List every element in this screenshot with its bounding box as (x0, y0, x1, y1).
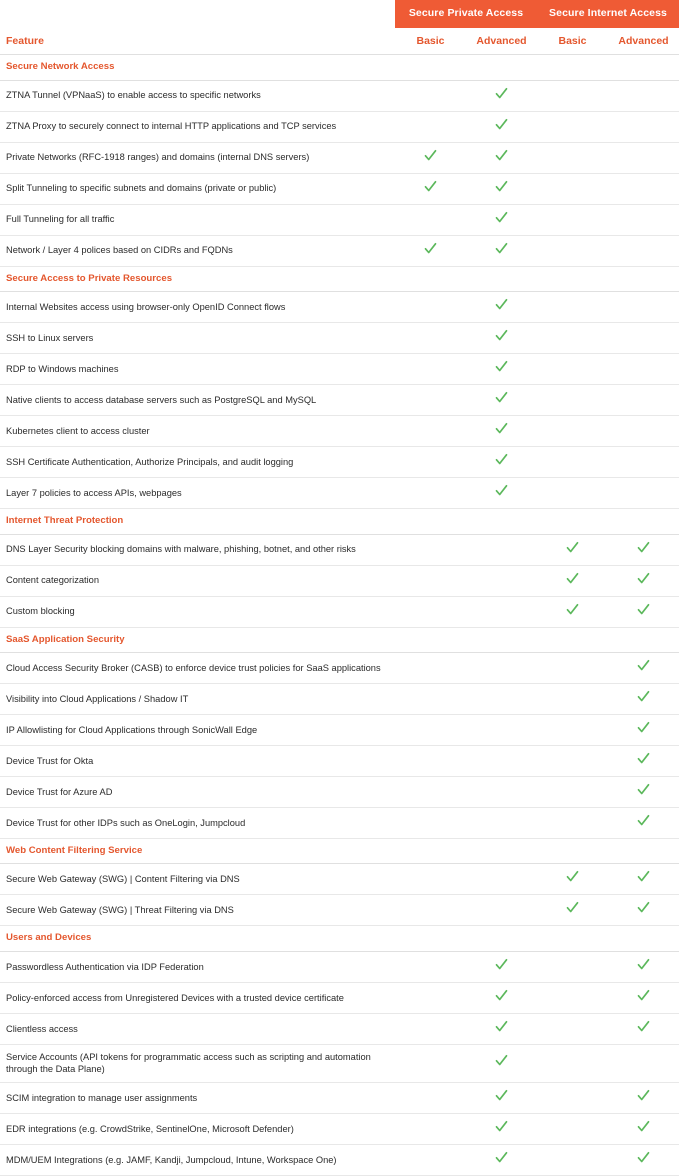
feature-empty-cell (537, 1083, 608, 1114)
table-row (0, 204, 679, 235)
feature-included-cell (537, 534, 608, 565)
feature-empty-cell (395, 653, 466, 684)
check-icon (424, 242, 437, 255)
feature-empty-cell (395, 416, 466, 447)
check-icon (495, 1054, 508, 1067)
feature-empty-cell (608, 478, 679, 509)
feature-label: Cloud Access Security Broker (CASB) to enforce device trust policies for SaaS applications (0, 653, 395, 684)
feature-empty-cell (608, 447, 679, 478)
feature-empty-cell (537, 354, 608, 385)
feature-empty-cell (395, 895, 466, 926)
feature-included-cell (466, 204, 537, 235)
feature-empty-cell (395, 982, 466, 1013)
feature-empty-cell (537, 142, 608, 173)
table-row (0, 653, 679, 684)
feature-included-cell (608, 951, 679, 982)
feature-label: Custom blocking (0, 596, 395, 627)
feature-included-cell (466, 1044, 537, 1082)
section-title: Web Content Filtering Service (0, 839, 679, 864)
feature-label: Policy-enforced access from Unregistered Devices with a trusted device certificate (0, 982, 395, 1013)
feature-empty-cell (395, 447, 466, 478)
feature-included-cell (466, 416, 537, 447)
feature-empty-cell (395, 385, 466, 416)
section-title: Internet Threat Protection (0, 509, 679, 534)
column-header-sia-advanced: Advanced (608, 28, 679, 55)
feature-label: Secure Web Gateway (SWG) | Threat Filtering via DNS (0, 895, 395, 926)
feature-included-cell (608, 596, 679, 627)
feature-empty-cell (537, 715, 608, 746)
feature-included-cell (608, 864, 679, 895)
feature-label: DNS Layer Security blocking domains with malware, phishing, botnet, and other risks (0, 534, 395, 565)
feature-included-cell (608, 1013, 679, 1044)
feature-empty-cell (608, 354, 679, 385)
check-icon (495, 118, 508, 131)
column-header-sia-basic: Basic (537, 28, 608, 55)
feature-empty-cell (537, 204, 608, 235)
feature-label: ZTNA Proxy to securely connect to internal HTTP applications and TCP services (0, 111, 395, 142)
feature-included-cell (466, 111, 537, 142)
feature-label: RDP to Windows machines (0, 354, 395, 385)
table-row (0, 777, 679, 808)
section-header-row (0, 509, 679, 534)
check-icon (495, 1020, 508, 1033)
table-row (0, 1083, 679, 1114)
feature-empty-cell (537, 385, 608, 416)
feature-empty-cell (537, 777, 608, 808)
check-icon (566, 901, 579, 914)
feature-empty-cell (395, 684, 466, 715)
feature-empty-cell (395, 478, 466, 509)
feature-empty-cell (395, 715, 466, 746)
feature-empty-cell (537, 111, 608, 142)
feature-label: Secure Web Gateway (SWG) | Content Filtering via DNS (0, 864, 395, 895)
feature-label: Clientless access (0, 1013, 395, 1044)
check-icon (637, 901, 650, 914)
table-row (0, 354, 679, 385)
check-icon (566, 572, 579, 585)
feature-empty-cell (466, 746, 537, 777)
feature-empty-cell (395, 1114, 466, 1145)
feature-included-cell (608, 1114, 679, 1145)
feature-empty-cell (395, 951, 466, 982)
feature-included-cell (466, 982, 537, 1013)
check-icon (566, 870, 579, 883)
feature-empty-cell (537, 982, 608, 1013)
feature-label: Full Tunneling for all traffic (0, 204, 395, 235)
section-header-row (0, 627, 679, 652)
feature-label: Content categorization (0, 565, 395, 596)
feature-empty-cell (537, 653, 608, 684)
feature-label: Private Networks (RFC-1918 ranges) and domains (internal DNS servers) (0, 142, 395, 173)
feature-empty-cell (537, 808, 608, 839)
check-icon (637, 541, 650, 554)
check-icon (637, 1089, 650, 1102)
feature-included-cell (608, 715, 679, 746)
check-icon (424, 180, 437, 193)
column-header-row (0, 28, 679, 55)
feature-empty-cell (466, 715, 537, 746)
column-header-spa-basic: Basic (395, 28, 466, 55)
feature-included-cell (537, 596, 608, 627)
feature-included-cell (608, 1083, 679, 1114)
check-icon (566, 541, 579, 554)
check-icon (637, 752, 650, 765)
feature-empty-cell (608, 235, 679, 266)
table-row (0, 173, 679, 204)
feature-empty-cell (395, 1083, 466, 1114)
check-icon (637, 870, 650, 883)
check-icon (495, 958, 508, 971)
feature-included-cell (608, 1145, 679, 1176)
feature-empty-cell (466, 534, 537, 565)
feature-empty-cell (608, 111, 679, 142)
feature-label: SCIM integration to manage user assignments (0, 1083, 395, 1114)
feature-included-cell (466, 142, 537, 173)
table-row (0, 111, 679, 142)
feature-empty-cell (537, 478, 608, 509)
feature-included-cell (466, 447, 537, 478)
section-header-row (0, 839, 679, 864)
feature-empty-cell (395, 1044, 466, 1082)
check-icon (495, 329, 508, 342)
table-body (0, 55, 679, 1176)
table-header (0, 0, 679, 55)
feature-included-cell (466, 478, 537, 509)
section-header-row (0, 55, 679, 80)
table-row (0, 416, 679, 447)
feature-empty-cell (395, 1013, 466, 1044)
feature-label: Service Accounts (API tokens for programmatic access such as scripting and automation through the Data Plane) (0, 1044, 395, 1082)
feature-empty-cell (395, 1145, 466, 1176)
section-title: Secure Access to Private Resources (0, 266, 679, 291)
feature-empty-cell (466, 808, 537, 839)
feature-label: Split Tunneling to specific subnets and domains (private or public) (0, 173, 395, 204)
feature-included-cell (466, 1114, 537, 1145)
check-icon (495, 484, 508, 497)
check-icon (637, 1151, 650, 1164)
feature-empty-cell (466, 895, 537, 926)
feature-label: SSH Certificate Authentication, Authorize Principals, and audit logging (0, 447, 395, 478)
check-icon (637, 1120, 650, 1133)
feature-empty-cell (466, 864, 537, 895)
feature-label: EDR integrations (e.g. CrowdStrike, SentinelOne, Microsoft Defender) (0, 1114, 395, 1145)
check-icon (495, 360, 508, 373)
table-row (0, 235, 679, 266)
feature-empty-cell (537, 746, 608, 777)
feature-empty-cell (537, 173, 608, 204)
feature-label: Layer 7 policies to access APIs, webpages (0, 478, 395, 509)
feature-label: Passwordless Authentication via IDP Federation (0, 951, 395, 982)
check-icon (637, 603, 650, 616)
column-header-spa-advanced: Advanced (466, 28, 537, 55)
feature-empty-cell (466, 653, 537, 684)
feature-included-cell (537, 864, 608, 895)
feature-empty-cell (395, 204, 466, 235)
feature-empty-cell (395, 808, 466, 839)
section-title: Users and Devices (0, 926, 679, 951)
group-header-spacer (0, 0, 395, 28)
feature-included-cell (466, 1013, 537, 1044)
check-icon (637, 1020, 650, 1033)
feature-included-cell (608, 746, 679, 777)
check-icon (637, 659, 650, 672)
check-icon (495, 1089, 508, 1102)
feature-empty-cell (395, 864, 466, 895)
check-icon (637, 958, 650, 971)
check-icon (637, 783, 650, 796)
check-icon (424, 149, 437, 162)
section-header-row (0, 266, 679, 291)
feature-empty-cell (537, 447, 608, 478)
feature-included-cell (608, 684, 679, 715)
feature-empty-cell (395, 596, 466, 627)
feature-included-cell (395, 173, 466, 204)
check-icon (637, 989, 650, 1002)
feature-empty-cell (537, 80, 608, 111)
table-row (0, 1013, 679, 1044)
table-row (0, 385, 679, 416)
check-icon (566, 603, 579, 616)
feature-empty-cell (395, 111, 466, 142)
table-row (0, 715, 679, 746)
table-row (0, 982, 679, 1013)
feature-included-cell (466, 173, 537, 204)
feature-label: Device Trust for Okta (0, 746, 395, 777)
feature-empty-cell (537, 323, 608, 354)
table-row (0, 565, 679, 596)
feature-included-cell (537, 895, 608, 926)
feature-label: Kubernetes client to access cluster (0, 416, 395, 447)
feature-included-cell (608, 895, 679, 926)
check-icon (495, 298, 508, 311)
feature-empty-cell (608, 80, 679, 111)
feature-empty-cell (537, 1044, 608, 1082)
check-icon (495, 87, 508, 100)
feature-empty-cell (395, 746, 466, 777)
feature-empty-cell (537, 416, 608, 447)
table-row (0, 534, 679, 565)
feature-empty-cell (608, 204, 679, 235)
feature-included-cell (608, 565, 679, 596)
feature-label: SSH to Linux servers (0, 323, 395, 354)
feature-empty-cell (466, 777, 537, 808)
check-icon (495, 1151, 508, 1164)
feature-included-cell (608, 982, 679, 1013)
table-row (0, 1114, 679, 1145)
check-icon (495, 211, 508, 224)
check-icon (495, 391, 508, 404)
feature-empty-cell (466, 596, 537, 627)
check-icon (637, 814, 650, 827)
table-row (0, 864, 679, 895)
check-icon (495, 180, 508, 193)
feature-empty-cell (395, 534, 466, 565)
section-title: SaaS Application Security (0, 627, 679, 652)
feature-empty-cell (608, 292, 679, 323)
feature-included-cell (608, 534, 679, 565)
table-row (0, 1145, 679, 1176)
table-row (0, 142, 679, 173)
feature-empty-cell (466, 565, 537, 596)
feature-label: MDM/UEM Integrations (e.g. JAMF, Kandji, Jumpcloud, Intune, Workspace One) (0, 1145, 395, 1176)
feature-included-cell (608, 653, 679, 684)
feature-label: Visibility into Cloud Applications / Shadow IT (0, 684, 395, 715)
feature-empty-cell (608, 385, 679, 416)
check-icon (495, 1120, 508, 1133)
check-icon (495, 242, 508, 255)
check-icon (495, 989, 508, 1002)
feature-included-cell (466, 323, 537, 354)
feature-empty-cell (537, 684, 608, 715)
feature-included-cell (466, 1083, 537, 1114)
feature-included-cell (466, 1145, 537, 1176)
feature-label: ZTNA Tunnel (VPNaaS) to enable access to specific networks (0, 80, 395, 111)
section-title: Secure Network Access (0, 55, 679, 80)
table-row (0, 684, 679, 715)
check-icon (637, 721, 650, 734)
table-row (0, 292, 679, 323)
feature-empty-cell (395, 292, 466, 323)
table-row (0, 895, 679, 926)
check-icon (637, 690, 650, 703)
feature-label: Native clients to access database servers such as PostgreSQL and MySQL (0, 385, 395, 416)
feature-empty-cell (608, 323, 679, 354)
check-icon (495, 453, 508, 466)
feature-included-cell (466, 951, 537, 982)
feature-label: Internal Websites access using browser-only OpenID Connect flows (0, 292, 395, 323)
table-row (0, 596, 679, 627)
table-row (0, 746, 679, 777)
check-icon (495, 422, 508, 435)
feature-included-cell (537, 565, 608, 596)
group-header-secure-private-access: Secure Private Access (395, 0, 537, 28)
table-row (0, 1044, 679, 1082)
feature-empty-cell (608, 416, 679, 447)
feature-included-cell (466, 292, 537, 323)
feature-empty-cell (537, 951, 608, 982)
feature-label: Device Trust for other IDPs such as OneLogin, Jumpcloud (0, 808, 395, 839)
feature-label: Network / Layer 4 polices based on CIDRs and FQDNs (0, 235, 395, 266)
feature-empty-cell (395, 354, 466, 385)
section-header-row (0, 926, 679, 951)
table-row (0, 808, 679, 839)
feature-included-cell (466, 80, 537, 111)
feature-included-cell (608, 808, 679, 839)
feature-empty-cell (395, 323, 466, 354)
feature-empty-cell (466, 684, 537, 715)
feature-included-cell (395, 235, 466, 266)
feature-empty-cell (395, 565, 466, 596)
feature-empty-cell (537, 1114, 608, 1145)
feature-empty-cell (608, 1044, 679, 1082)
table-row (0, 478, 679, 509)
feature-empty-cell (608, 173, 679, 204)
check-icon (495, 149, 508, 162)
feature-empty-cell (537, 1145, 608, 1176)
table-row (0, 447, 679, 478)
feature-included-cell (466, 235, 537, 266)
check-icon (637, 572, 650, 585)
feature-label: IP Allowlisting for Cloud Applications through SonicWall Edge (0, 715, 395, 746)
table-row (0, 323, 679, 354)
feature-included-cell (466, 385, 537, 416)
feature-empty-cell (608, 142, 679, 173)
group-header-secure-internet-access: Secure Internet Access (537, 0, 679, 28)
feature-included-cell (466, 354, 537, 385)
group-header-row (0, 0, 679, 28)
feature-included-cell (395, 142, 466, 173)
feature-empty-cell (537, 1013, 608, 1044)
feature-empty-cell (395, 777, 466, 808)
feature-empty-cell (537, 292, 608, 323)
feature-empty-cell (395, 80, 466, 111)
feature-empty-cell (537, 235, 608, 266)
column-header-feature: Feature (0, 28, 395, 55)
table-row (0, 80, 679, 111)
feature-label: Device Trust for Azure AD (0, 777, 395, 808)
feature-included-cell (608, 777, 679, 808)
table-row (0, 951, 679, 982)
